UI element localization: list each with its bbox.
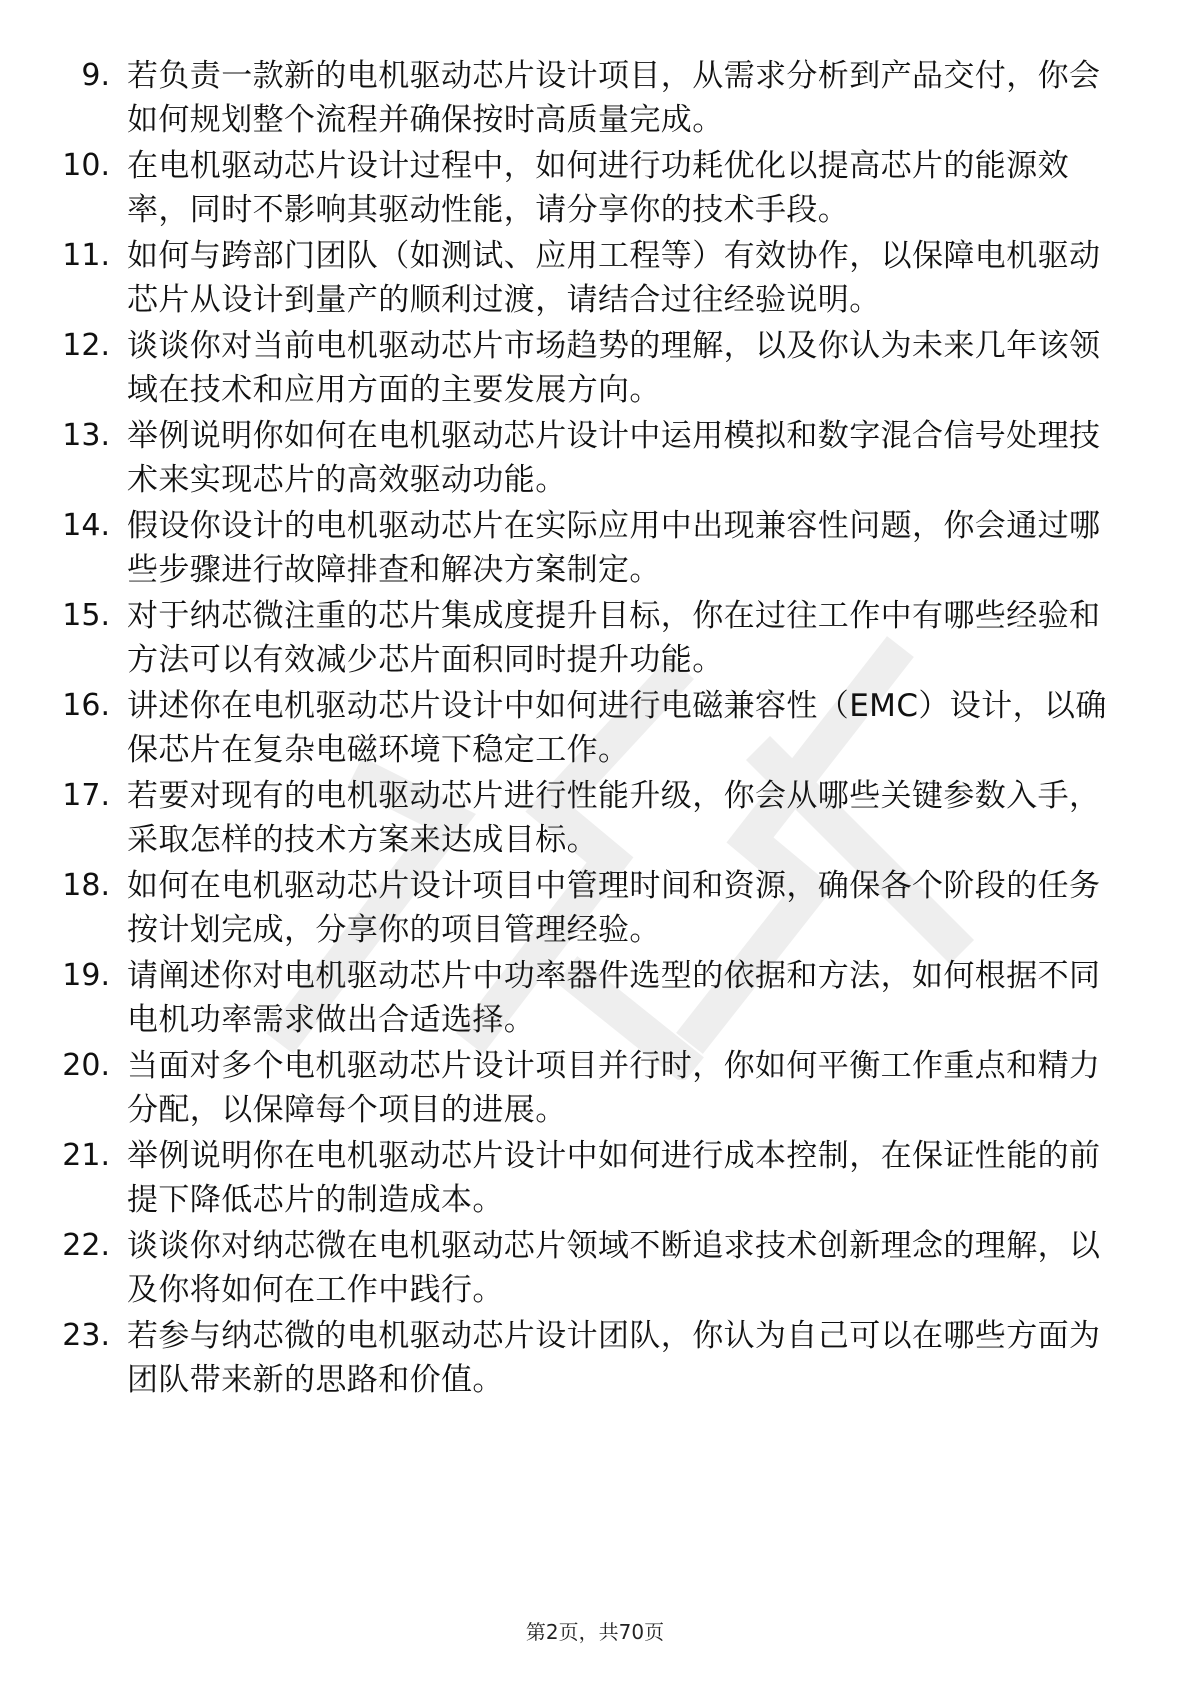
question-text: 对于纳芯微注重的芯片集成度提升目标，你在过往工作中有哪些经验和方法可以有效减少芯片面积同时提升功能。 [127, 598, 1101, 678]
question-text: 假设你设计的电机驱动芯片在实际应用中出现兼容性问题，你会通过哪些步骤进行故障排查和解决方案制定。 [127, 508, 1101, 588]
question-number: 12. [62, 328, 110, 363]
page-footer [0, 1618, 1190, 1646]
question-text: 若负责一款新的电机驱动芯片设计项目，从需求分析到产品交付，你会如何规划整个流程并确保按时高质量完成。 [127, 58, 1101, 138]
question-number: 13. [62, 418, 110, 453]
question-item [0, 324, 1190, 424]
question-item [0, 1224, 1190, 1324]
question-text: 谈谈你对当前电机驱动芯片市场趋势的理解，以及你认为未来几年该领域在技术和应用方面的主要发展方向。 [127, 328, 1101, 408]
question-number: 11. [62, 238, 110, 273]
question-text: 讲述你在电机驱动芯片设计中如何进行电磁兼容性（EMC）设计，以确保芯片在复杂电磁环境下稳定工作。 [127, 688, 1107, 768]
question-item [0, 144, 1190, 244]
question-number: 16. [62, 688, 110, 723]
question-number: 20. [62, 1048, 110, 1083]
question-number: 23. [62, 1318, 110, 1353]
question-number: 18. [62, 868, 110, 903]
question-text: 如何与跨部门团队（如测试、应用工程等）有效协作，以保障电机驱动芯片从设计到量产的顺利过渡，请结合过往经验说明。 [127, 238, 1101, 318]
question-item [0, 1134, 1190, 1234]
page-number-label: 第2页，共70页 [525, 1620, 665, 1644]
question-text: 若参与纳芯微的电机驱动芯片设计团队，你认为自己可以在哪些方面为团队带来新的思路和价值。 [127, 1318, 1101, 1398]
question-number: 22. [62, 1228, 110, 1263]
question-number: 15. [62, 598, 110, 633]
question-text: 谈谈你对纳芯微在电机驱动芯片领域不断追求技术创新理念的理解，以及你将如何在工作中践行。 [127, 1228, 1101, 1308]
question-text: 如何在电机驱动芯片设计项目中管理时间和资源，确保各个阶段的任务按计划完成，分享你的项目管理经验。 [127, 868, 1101, 948]
question-number: 17. [62, 778, 110, 813]
question-item [0, 414, 1190, 514]
question-text: 在电机驱动芯片设计过程中，如何进行功耗优化以提高芯片的能源效率，同时不影响其驱动性能，请分享你的技术手段。 [127, 148, 1069, 228]
question-item [0, 1314, 1190, 1414]
question-number: 21. [62, 1138, 110, 1173]
question-item [0, 1044, 1190, 1144]
question-text: 当面对多个电机驱动芯片设计项目并行时，你如何平衡工作重点和精力分配，以保障每个项目的进展。 [127, 1048, 1101, 1128]
question-number: 9. [81, 58, 110, 93]
question-text: 举例说明你在电机驱动芯片设计中如何进行成本控制，在保证性能的前提下降低芯片的制造成本。 [127, 1138, 1101, 1218]
question-item [0, 864, 1190, 964]
question-text: 举例说明你如何在电机驱动芯片设计中运用模拟和数字混合信号处理技术来实现芯片的高效驱动功能。 [127, 418, 1101, 498]
question-item [0, 774, 1190, 874]
question-item [0, 504, 1190, 604]
question-number: 19. [62, 958, 110, 993]
question-item [0, 54, 1190, 154]
question-number: 10. [62, 148, 110, 183]
question-text: 请阐述你对电机驱动芯片中功率器件选型的依据和方法，如何根据不同电机功率需求做出合适选择。 [127, 958, 1101, 1038]
question-item [0, 954, 1190, 1054]
question-item [0, 594, 1190, 694]
question-number: 14. [62, 508, 110, 543]
question-item [0, 234, 1190, 334]
question-text: 若要对现有的电机驱动芯片进行性能升级，你会从哪些关键参数入手，采取怎样的技术方案来达成目标。 [127, 778, 1101, 858]
question-item [0, 684, 1190, 784]
